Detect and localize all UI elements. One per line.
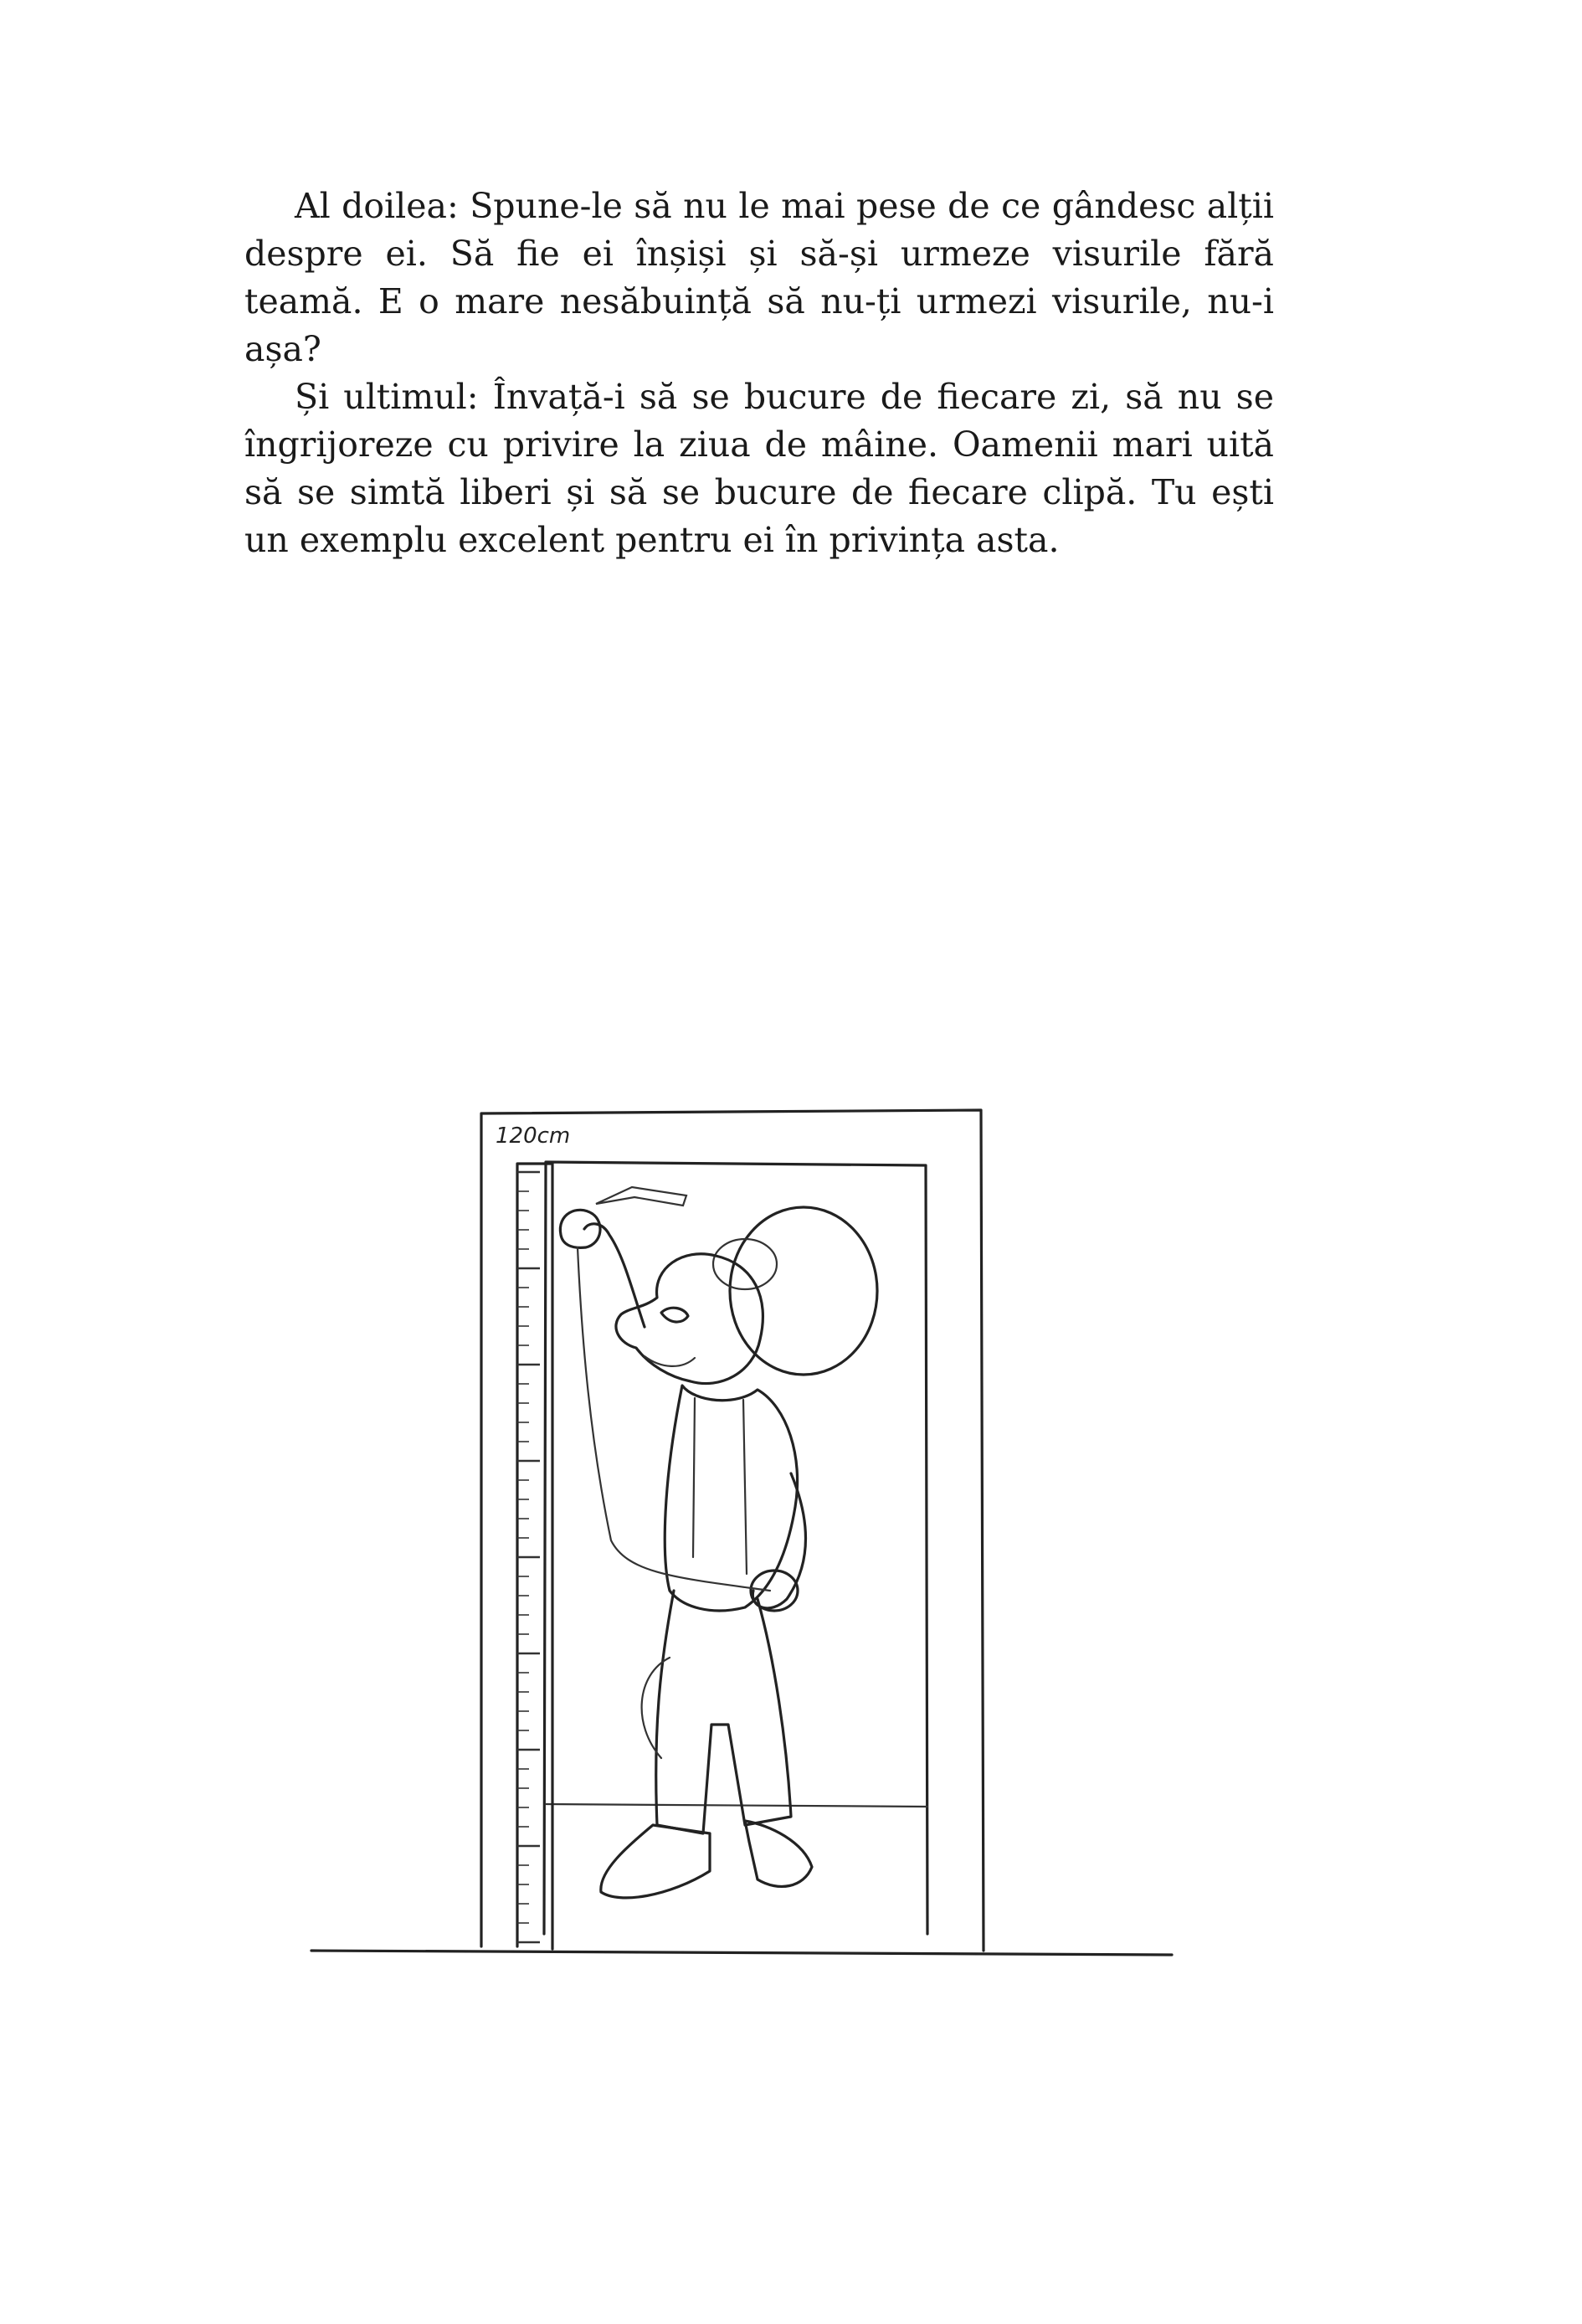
mouse-raised-arm bbox=[584, 1224, 645, 1327]
mouse-pants bbox=[656, 1591, 791, 1833]
mouse-head bbox=[616, 1254, 763, 1384]
ruler-label: 120cm bbox=[496, 1123, 571, 1149]
ruler bbox=[496, 1123, 570, 1949]
floor-line bbox=[311, 1951, 1172, 1955]
mouse-suspender-right bbox=[743, 1400, 747, 1574]
mouse-ear bbox=[730, 1207, 877, 1375]
door-frame-inner bbox=[544, 1162, 927, 1934]
mouse-shoe-left bbox=[601, 1825, 710, 1898]
pencil bbox=[596, 1187, 686, 1206]
illustration-drawing bbox=[301, 1088, 1189, 2026]
paragraph-second-advice: Al doilea: Spune-le să nu le mai pese de ce gândesc alții despre ei. Să fie ei înșiși și să-și urmeze visurile fără teamă. E o mare nesăbuință să nu-ți urmezi visurile, nu-i așa? bbox=[244, 186, 1274, 369]
mouse-ear-small bbox=[713, 1239, 777, 1289]
mouse-shirt bbox=[665, 1386, 797, 1611]
door-frame-outer bbox=[481, 1110, 984, 1951]
paragraph-last-advice: Și ultimul: Învață-i să se bucure de fiecare zi, să nu se îngrijoreze cu privire la ziua de mâine. Oamenii mari uită să se simtă liberi și să se bucure de fiecare clipă. Tu ești un exemplu excelent pentru ei în privința asta. bbox=[244, 377, 1274, 560]
text-block bbox=[244, 183, 1274, 564]
measuring-tape bbox=[578, 1247, 770, 1591]
mouse-eye bbox=[661, 1308, 688, 1322]
mouse-hand bbox=[560, 1210, 600, 1247]
mouse-measuring-height-illustration bbox=[301, 1088, 1189, 2026]
mouse-shoe-right bbox=[745, 1821, 812, 1886]
inner-floor-line bbox=[546, 1804, 927, 1807]
mouse-character bbox=[560, 1187, 877, 1898]
ruler-ticks bbox=[517, 1172, 540, 1942]
mouse-suspender-left bbox=[693, 1398, 695, 1557]
